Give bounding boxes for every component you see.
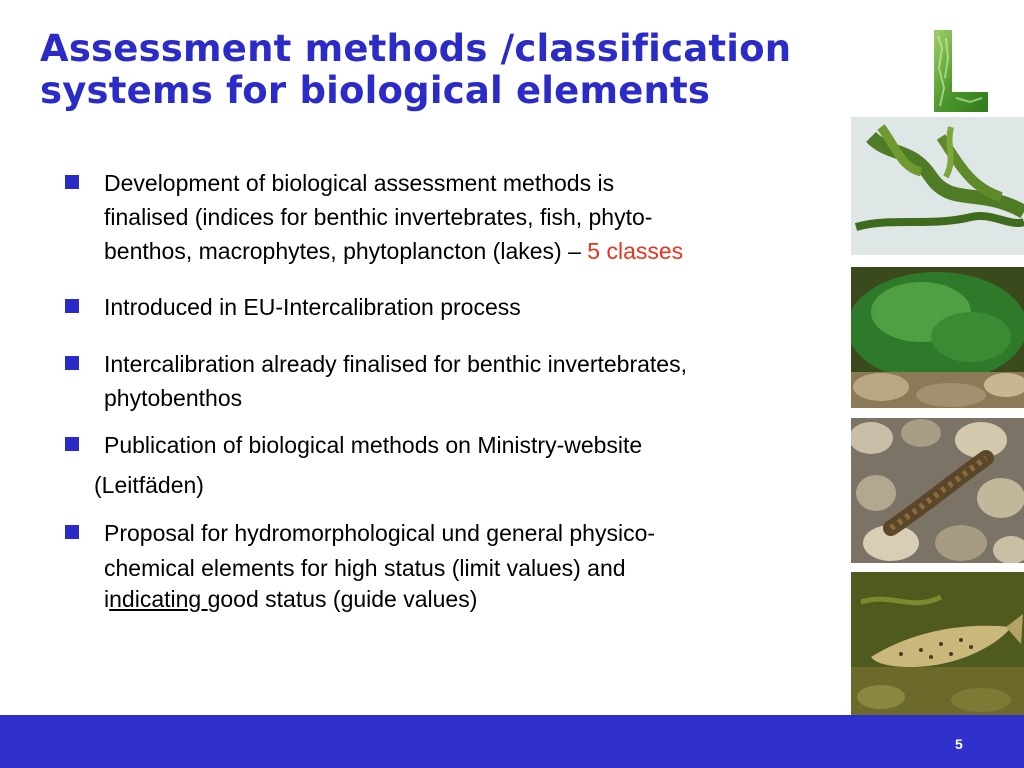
- bullet-line-part: good status (guide values): [207, 586, 478, 612]
- bullet-square-icon: [65, 299, 79, 313]
- bullet-line-prefix: benthos, macrophytes, phytoplancton (lakes) –: [104, 238, 588, 264]
- title-line-2: systems for biological elements: [40, 69, 711, 112]
- trout-fish-photo: [851, 572, 1024, 715]
- lebensministerium-logo: [930, 28, 990, 114]
- bullet-line: phytobenthos: [104, 385, 243, 411]
- bullet-square-icon: [65, 437, 79, 451]
- page-number: 5: [955, 736, 963, 752]
- bullet-text: [94, 428, 864, 502]
- bullet-text: [104, 347, 864, 415]
- bullet-line: Publication of biological methods on Ministry-website: [104, 432, 643, 458]
- bullet-line: chemical elements for high status (limit values) and: [104, 555, 626, 581]
- bullet-line: Intercalibration already finalised for benthic invertebrates,: [104, 351, 687, 377]
- bullet-square-icon: [65, 175, 79, 189]
- bullet-text: [104, 290, 864, 324]
- slide-title: [40, 28, 800, 112]
- bullet-line: Development of biological assessment methods is: [104, 170, 615, 196]
- bullet-square-icon: [65, 525, 79, 539]
- title-line-1: Assessment methods /classification: [40, 27, 792, 70]
- footer-bar: [0, 715, 1024, 768]
- green-algae-photo: [851, 117, 1024, 255]
- moss-on-stone-photo: [851, 267, 1024, 408]
- underlined-text: ndicating: [109, 586, 208, 612]
- bullet-text: [104, 516, 864, 616]
- bullet-line: finalised (indices for benthic invertebrates, fish, phyto-: [104, 204, 653, 230]
- bullet-square-icon: [65, 356, 79, 370]
- bullet-line: [104, 582, 864, 616]
- bullet-line: Proposal for hydromorphological und general physico-: [104, 520, 656, 546]
- bullet-line-part: i: [104, 586, 110, 612]
- larva-on-gravel-photo: [851, 418, 1024, 563]
- highlight-five-classes: 5 classes: [587, 238, 684, 264]
- bullet-line: [104, 234, 864, 268]
- bullet-line: (Leitfäden): [94, 472, 204, 498]
- bullet-text: [104, 166, 864, 268]
- bullet-line: Introduced in EU-Intercalibration process: [104, 294, 521, 320]
